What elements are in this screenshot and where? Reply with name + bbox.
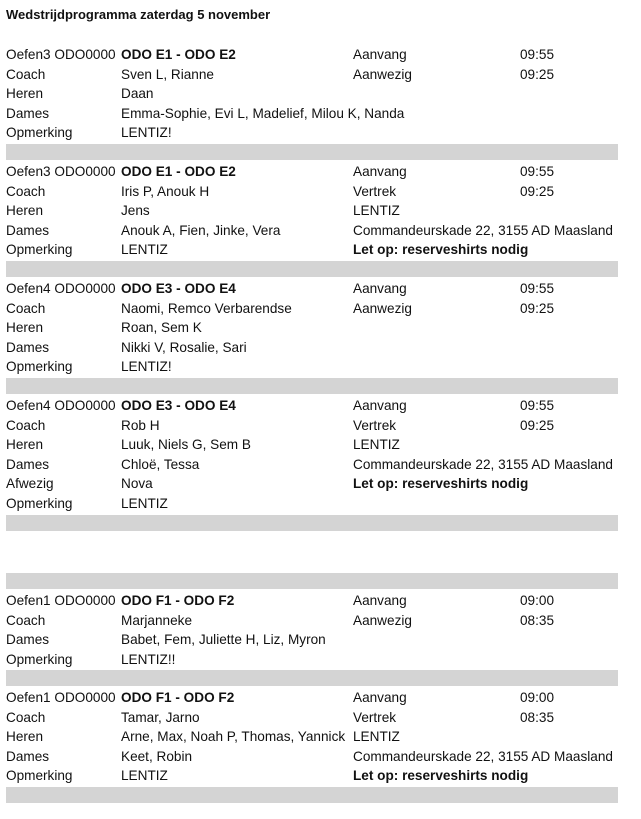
row-time: 09:55 [520,47,555,62]
row-info: Aanvang [353,281,407,296]
row-value: LENTIZ!! [121,651,176,667]
program-row [6,45,618,65]
separator-bar [6,787,618,803]
row-label: Coach [6,417,46,433]
match-block [6,162,618,260]
row-value: ODO E3 - ODO E4 [121,281,236,296]
program-row [6,455,618,475]
row-label: Coach [6,612,46,628]
program-row [6,708,618,728]
row-value: Nova [121,476,153,491]
row-value: Roan, Sem K [121,320,202,335]
row-label: Heren [6,203,44,218]
row-info: Commandeurskade 22, 3155 AD Maasland [353,748,613,764]
row-info: LENTIZ [353,437,400,452]
match-block [6,45,618,143]
row-value: Keet, Robin [121,748,193,764]
row-info: Aanvang [353,593,407,608]
row-value: LENTIZ! [121,359,172,374]
row-time: 08:35 [520,709,555,725]
row-value: LENTIZ [121,495,168,511]
separator-bar [6,261,618,277]
separator-bar [6,573,618,589]
row-info: Vertrek [353,417,397,433]
row-value: Arne, Max, Noah P, Thomas, Yannick [121,729,346,744]
program-row [6,630,618,650]
row-info: Commandeurskade 22, 3155 AD Maasland [353,222,613,238]
row-value: Marjanneke [121,612,193,628]
row-time: 08:35 [520,612,555,628]
row-label: Dames [6,632,50,647]
separator-bar [6,515,618,531]
row-label: Dames [6,222,50,238]
row-value: Chloë, Tessa [121,456,200,472]
row-value: LENTIZ! [121,125,172,140]
program-row [6,240,618,260]
row-label: Opmerking [6,768,73,783]
row-label: Oefen4 ODO0000 [6,281,116,296]
row-info: Commandeurskade 22, 3155 AD Maasland [353,456,613,472]
row-label: Oefen3 ODO0000 [6,47,116,62]
row-info: Aanwezig [353,612,412,628]
program-row [6,84,618,104]
program-row [6,611,618,631]
row-info: Let op: reserveshirts nodig [353,242,529,257]
program-row [6,182,618,202]
row-value: Sven L, Rianne [121,66,214,82]
row-info: Vertrek [353,709,397,725]
row-label: Dames [6,456,50,472]
row-value: LENTIZ [121,242,168,257]
program-row [6,416,618,436]
row-value: Babet, Fem, Juliette H, Liz, Myron [121,632,326,647]
row-label: Dames [6,748,50,764]
program-row [6,201,618,221]
row-value: ODO E3 - ODO E4 [121,398,236,413]
program-row [6,338,618,358]
program-row [6,474,618,494]
program-row [6,650,618,670]
program-row [6,591,618,611]
row-value: Nikki V, Rosalie, Sari [121,339,247,355]
row-info: Let op: reserveshirts nodig [353,476,529,491]
program-row [6,221,618,241]
row-time: 09:25 [520,300,555,316]
row-time: 09:00 [520,690,555,705]
row-label: Coach [6,66,46,82]
row-info: LENTIZ [353,203,400,218]
row-time: 09:55 [520,281,555,296]
row-label: Heren [6,86,44,101]
program-row [6,162,618,182]
row-value: ODO F1 - ODO F2 [121,593,235,608]
row-value: ODO E1 - ODO E2 [121,164,236,179]
program-row [6,494,618,514]
match-block [6,591,618,669]
row-label: Afwezig [6,476,54,491]
row-info: Let op: reserveshirts nodig [353,768,529,783]
row-value: ODO E1 - ODO E2 [121,47,236,62]
program-row [6,747,618,767]
row-value: ODO F1 - ODO F2 [121,690,235,705]
page-title: Wedstrijdprogramma zaterdag 5 november [6,7,271,22]
row-info: LENTIZ [353,729,400,744]
row-value: Tamar, Jarno [121,709,200,725]
row-value: Anouk A, Fien, Jinke, Vera [121,222,281,238]
separator-bar [6,670,618,686]
row-value: Luuk, Niels G, Sem B [121,437,251,452]
row-label: Opmerking [6,242,73,257]
row-label: Opmerking [6,359,73,374]
row-value: Rob H [121,417,160,433]
program-row [6,357,618,377]
match-block [6,688,618,786]
row-label: Dames [6,105,50,121]
separator-bar [6,144,618,160]
row-value: LENTIZ [121,768,168,783]
program-row [6,104,618,124]
match-block [6,279,618,377]
program-row [6,435,618,455]
row-value: Jens [121,203,150,218]
row-label: Oefen4 ODO0000 [6,398,116,413]
row-label: Coach [6,183,46,199]
program-row [6,318,618,338]
row-label: Opmerking [6,495,73,511]
row-label: Heren [6,437,44,452]
row-label: Opmerking [6,125,73,140]
row-info: Aanvang [353,398,407,413]
row-time: 09:25 [520,66,555,82]
row-label: Oefen1 ODO0000 [6,690,116,705]
row-label: Heren [6,729,44,744]
row-time: 09:00 [520,593,555,608]
row-value: Emma-Sophie, Evi L, Madelief, Milou K, Nanda [121,105,405,121]
row-label: Heren [6,320,44,335]
row-value: Daan [121,86,154,101]
row-label: Coach [6,709,46,725]
program-row [6,688,618,708]
row-label: Oefen3 ODO0000 [6,164,116,179]
program-row [6,123,618,143]
row-info: Aanvang [353,164,407,179]
row-info: Aanwezig [353,66,412,82]
program-row [6,396,618,416]
program-row [6,766,618,786]
row-time: 09:55 [520,398,555,413]
program-row [6,727,618,747]
program-row [6,279,618,299]
row-info: Aanwezig [353,300,412,316]
row-info: Aanvang [353,47,407,62]
row-value: Naomi, Remco Verbarendse [121,300,292,316]
row-time: 09:25 [520,183,555,199]
row-info: Aanvang [353,690,407,705]
row-time: 09:55 [520,164,555,179]
match-block [6,396,618,513]
separator-bar [6,378,618,394]
row-label: Oefen1 ODO0000 [6,593,116,608]
row-info: Vertrek [353,183,397,199]
program-row [6,65,618,85]
row-label: Coach [6,300,46,316]
row-label: Dames [6,339,50,355]
row-label: Opmerking [6,651,73,667]
row-value: Iris P, Anouk H [121,183,210,199]
row-time: 09:25 [520,417,555,433]
program-row [6,299,618,319]
